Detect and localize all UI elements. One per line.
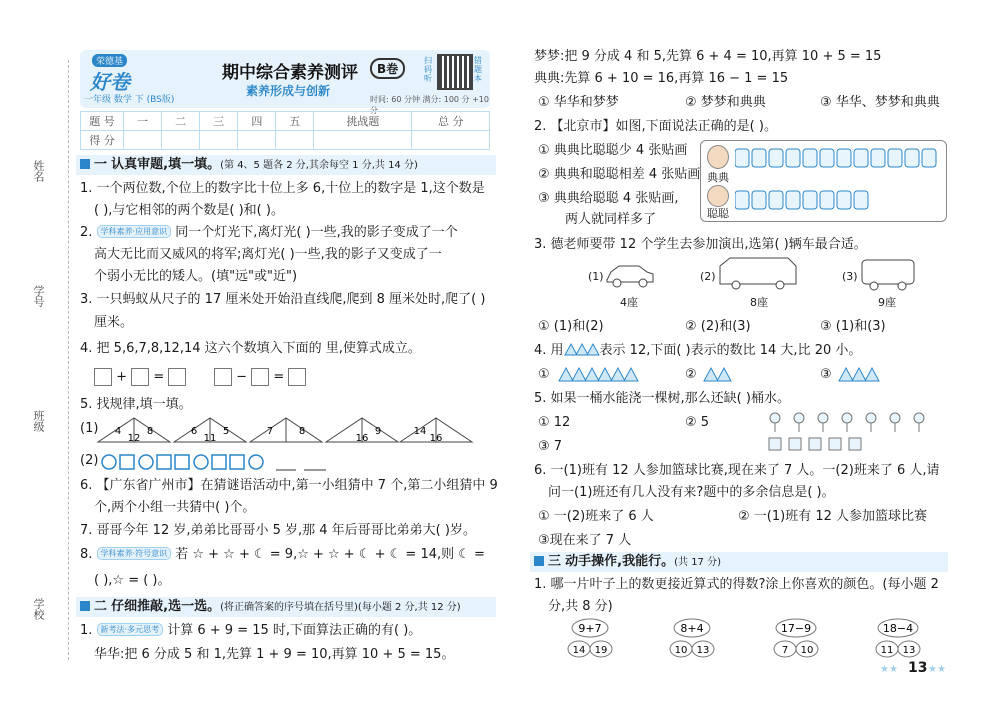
leaf-3-left: 7 [781, 645, 789, 656]
s2-q2-opt-2[interactable]: ② 典典和聪聪相差 4 张贴画 [538, 167, 701, 182]
circle-shape [102, 455, 116, 469]
q7-line: 7. 哥哥今年 12 岁,弟弟比哥哥小 5 岁,那 4 年后哥哥比弟弟大( )岁。 [80, 523, 476, 538]
op-equals: = [273, 369, 285, 385]
leaf-2-right: 13 [696, 645, 710, 656]
score-header-cell: 四 [238, 112, 276, 131]
s2-q2-opt-3b: 两人就同样多了 [565, 212, 657, 227]
answer-box[interactable] [131, 368, 149, 386]
s2-q3-line: 3. 德老师要带 12 个学生去参加演出,选第( )辆车最合适。 [534, 237, 867, 252]
circle-shape [139, 455, 153, 469]
tri-5-c: 16 [429, 433, 443, 444]
q8-tag: 学科素养·符号意识 [97, 547, 172, 560]
tree-icon [770, 413, 780, 432]
section-3-note: (共 17 分) [674, 557, 721, 568]
sticker-icon [735, 149, 749, 167]
answer-box[interactable] [214, 368, 232, 386]
q5-label-2: (2) [80, 453, 99, 468]
tri-1-c: 12 [127, 433, 141, 444]
score-header-cell: 挑战题 [314, 112, 412, 131]
page-number: 13 [908, 660, 928, 676]
sticker-icon [752, 149, 766, 167]
leaf-3-expr: 17−9 [780, 622, 812, 635]
s2-q4-opt-3[interactable]: ③ [820, 367, 832, 382]
leaf-3-right: 10 [800, 645, 814, 656]
s2-q6-opt-1[interactable]: ① 一(2)班来了 6 人 [538, 509, 654, 524]
mountain-icon [564, 342, 600, 356]
mountains-option-3 [838, 366, 882, 382]
s2-q1-tag: 新考法·多元思考 [97, 623, 164, 636]
q4-line: 4. 把 5,6,7,8,12,14 这六个数填入下面的 里,使算式成立。 [80, 341, 421, 356]
bucket-icon [789, 438, 801, 450]
tri-1-a: 4 [114, 426, 122, 437]
bus-icon [860, 258, 916, 292]
q2-tag: 学科素养·应用意识 [97, 225, 172, 238]
score-cell[interactable] [276, 131, 314, 150]
q1-line1: 1. 一个两位数,个位上的数字比十位上多 6,十位上的数字是 1,这个数是 [80, 181, 485, 196]
s2-q5-opt-2[interactable]: ② 5 [685, 415, 710, 430]
section-2-heading: 仔细推敲,选一选。 [111, 599, 221, 614]
sticker-icon [820, 149, 834, 167]
q6-line1: 6. 【广东省广州市】在猜谜语活动中,第一小组猜中 7 个,第二小组猜中 9 [80, 478, 498, 493]
s2-q2-opt-1[interactable]: ① 典典比聪聪少 4 张贴画 [538, 143, 688, 158]
triangle-4 [326, 418, 398, 444]
bucket-icon [849, 438, 861, 450]
tri-1-b: 8 [146, 426, 154, 437]
sticker-icon [854, 191, 868, 209]
q4-equation-1 [94, 368, 186, 386]
s2-q3-opt-3[interactable]: ③ (1)和(3) [820, 319, 886, 334]
sidebar-student-id: 学号 [32, 285, 45, 307]
tri-5-a: 14 [413, 426, 427, 437]
q3-line2: 厘米。 [94, 315, 134, 330]
section-icon [534, 556, 544, 566]
score-cell[interactable] [238, 131, 276, 150]
section-2 [76, 597, 496, 617]
triangle-5 [400, 418, 472, 444]
score-header-cell: 二 [162, 112, 200, 131]
time-info: 时间: 60 分钟 满分: 100 分 +10 分 [370, 95, 489, 115]
section-1-title [80, 155, 418, 176]
leaf-4-left: 11 [880, 645, 894, 656]
sticker-icon [786, 191, 800, 209]
bucket-icon [769, 438, 781, 450]
sticker-icon [820, 191, 834, 209]
square-shape [175, 455, 189, 469]
exam-subtitle: 素养形成与创新 [246, 84, 331, 98]
grade-label: 一年级 数学 下 (BS版) [84, 95, 175, 105]
tree-icon [794, 413, 804, 432]
triangle-1 [98, 418, 170, 444]
car-1-seats: 4座 [620, 296, 638, 309]
s2-q6-line2: 问一(1)班还有几人没有来?题中的多余信息是( )。 [548, 485, 835, 500]
q2-line2: 高大无比而又威风的将军;离灯光( )一些,我的影子又变成了一 [94, 247, 442, 262]
tree-icon [914, 413, 924, 432]
score-header-cell: 总 分 [412, 112, 490, 131]
page-stars-left: ★★ [880, 664, 898, 675]
score-table [80, 111, 490, 150]
section-3-num: 三 [548, 554, 562, 569]
tree-icon [866, 413, 876, 432]
page-stars-right: ★★ [928, 664, 946, 675]
car-3-label: (3) [842, 270, 858, 283]
exam-badge: B卷 [370, 58, 405, 79]
scan-right-label: 错题本 [474, 56, 482, 83]
leaf-group-2[interactable] [668, 618, 716, 660]
leaf-2-left: 10 [674, 645, 688, 656]
s2-q5-opt-3[interactable]: ③ 7 [538, 439, 563, 454]
tri-2-a: 6 [190, 426, 198, 437]
q2-line3: 个弱小无比的矮人。(填"远"或"近") [94, 269, 298, 284]
score-header-cell: 三 [200, 112, 238, 131]
score-header-cell: 题 号 [81, 112, 124, 131]
sticker-icon [854, 149, 868, 167]
meng-method: 梦梦:把 9 分成 4 和 5,先算 6 + 4 = 10,再算 10 + 5 = 15 [534, 49, 882, 64]
s3-q1-line2: 分,共 8 分) [548, 599, 613, 614]
answer-box[interactable] [94, 368, 112, 386]
tri-3-b: 8 [298, 426, 306, 437]
s2-q4-line [534, 342, 861, 360]
tri-2-b: 5 [222, 426, 230, 437]
q4-equation-2 [214, 368, 306, 386]
q5-label-1: (1) [80, 421, 99, 436]
sticker-picture [700, 140, 947, 222]
tree-icon [890, 413, 900, 432]
triangle-3 [250, 418, 322, 442]
header-banner [80, 50, 490, 115]
circle-shape [249, 455, 263, 469]
shape-pattern [100, 452, 330, 472]
s2-q1-opt-2[interactable]: ② 梦梦和典典 [685, 95, 766, 110]
section-icon [80, 601, 90, 611]
leaf-1-left: 14 [572, 645, 586, 656]
sticker-icon [803, 149, 817, 167]
mountains-option-2 [703, 366, 733, 382]
s2-q3-opt-2[interactable]: ② (2)和(3) [685, 319, 751, 334]
cong-name: 聪聪 [707, 207, 729, 220]
sidebar-school: 学校 [32, 598, 45, 620]
section-1-heading: 认真审题,填一填。 [111, 157, 221, 172]
leaf-1-right: 19 [594, 645, 608, 656]
s2-q2-line: 2. 【北京市】如图,下面说法正确的是( )。 [534, 119, 777, 134]
trees-and-buckets [765, 412, 945, 456]
q3-line1: 3. 一只蚂蚁从尺子的 17 厘米处开始沿直线爬,爬到 8 厘米处时,爬了( ) [80, 292, 486, 307]
cong-avatar [707, 185, 729, 207]
s2-q4-opt-2[interactable]: ② [685, 367, 697, 382]
q8-text1: 若 ☆ + ☆ + ☾ = 9,☆ + ☆ + ☾ + ☾ = 14,则 ☾ = [175, 547, 485, 562]
op-minus: − [236, 369, 248, 385]
exam-title: 期中综合素养测评 [222, 63, 358, 83]
sticker-icon [769, 191, 783, 209]
car-icon [605, 262, 655, 288]
sidebar-name: 姓名 [32, 160, 45, 182]
dian-method: 典典:先算 6 + 10 = 16,再算 16 − 1 = 15 [534, 71, 789, 86]
sticker-icon [803, 191, 817, 209]
sticker-rows [735, 147, 943, 217]
leaf-2-expr: 8+4 [680, 622, 704, 635]
score-value-row [81, 131, 490, 150]
sticker-icon [752, 191, 766, 209]
s2-q5-opt-1[interactable]: ① 12 [538, 415, 571, 430]
s2-q4-suffix: 表示 12,下面( )表示的数比 14 大,比 20 小。 [599, 343, 862, 358]
binding-line [68, 60, 69, 660]
sticker-icon [769, 149, 783, 167]
score-cell[interactable] [412, 131, 490, 150]
s2-q6-opt-3[interactable]: ③现在来了 7 人 [538, 533, 632, 548]
sticker-icon [786, 149, 800, 167]
sticker-icon [888, 149, 902, 167]
section-3 [530, 552, 948, 572]
brand-top: 荣德基 [92, 54, 127, 67]
sticker-icon [922, 149, 936, 167]
square-shape [212, 455, 226, 469]
car-2-label: (2) [700, 270, 716, 283]
section-1-num: 一 [94, 157, 108, 172]
answer-box[interactable] [288, 368, 306, 386]
section-3-heading: 动手操作,我能行。 [565, 554, 675, 569]
section-1 [76, 155, 496, 175]
answer-box[interactable] [168, 368, 186, 386]
scan-left-label: 扫码听 [424, 56, 432, 83]
q5-line: 5. 找规律,填一填。 [80, 397, 192, 412]
score-header-cell: 五 [276, 112, 314, 131]
sidebar-class: 班级 [32, 410, 45, 432]
score-cell[interactable] [124, 131, 162, 150]
q1-line2: ( ),与它相邻的两个数是( )和( )。 [94, 203, 284, 218]
brand-logo: 好卷 [90, 70, 130, 94]
square-shape [120, 455, 134, 469]
tri-4-b: 9 [374, 426, 382, 437]
answer-box[interactable] [251, 368, 269, 386]
tri-4-c: 16 [355, 433, 369, 444]
score-cell[interactable] [162, 131, 200, 150]
section-2-title [80, 597, 461, 618]
leaf-1-expr: 9+7 [578, 622, 602, 635]
qr-code-icon[interactable] [437, 54, 473, 90]
leaf-4-right: 13 [902, 645, 916, 656]
car-2-seats: 8座 [750, 296, 768, 309]
sticker-icon [871, 149, 885, 167]
section-2-note: (将正确答案的序号填在括号里)(每小题 2 分,共 12 分) [220, 602, 461, 613]
s2-q6-line1: 6. 一(1)班有 12 人参加篮球比赛,现在来了 7 人。一(2)班来了 6 人,请 [534, 463, 940, 478]
tree-icon [842, 413, 852, 432]
q8-line2: ( ),☆ = ( )。 [94, 573, 171, 588]
tri-2-c: 11 [203, 433, 217, 444]
leaf-group-1[interactable] [566, 618, 614, 660]
q8-line1: 8. 学科素养·符号意识 若 ☆ + ☆ + ☾ = 9,☆ + ☆ + ☾ + ☾ = 14,则 ☾ = [80, 547, 485, 562]
s2-q1-line: 1. 新考法·多元思考 计算 6 + 9 = 15 时,下面算法正确的有( )。 [80, 623, 422, 638]
q2-line1: 2. 学科素养·应用意识 同一个灯光下,离灯光( )一些,我的影子变成了一个 [80, 225, 458, 240]
leaf-group-4[interactable] [872, 618, 924, 660]
s2-q5-line: 5. 如果一桶水能浇一棵树,那么还缺( )桶水。 [534, 391, 790, 406]
s2-q1-opt-3[interactable]: ③ 华华、梦梦和典典 [820, 95, 940, 110]
section-1-note: (第 4、5 题各 2 分,其余每空 1 分,共 14 分) [220, 160, 418, 171]
score-header-cell: 一 [124, 112, 162, 131]
s2-q4-prefix: 4. 用 [534, 343, 564, 358]
triangle-2 [174, 418, 246, 444]
square-shape [157, 455, 171, 469]
section-icon [80, 159, 90, 169]
sticker-icon [905, 149, 919, 167]
van-icon [718, 256, 798, 290]
section-3-title [534, 552, 721, 573]
circle-shape [194, 455, 208, 469]
car-3-seats: 9座 [878, 296, 896, 309]
op-plus: + [116, 369, 128, 385]
score-cell[interactable] [314, 131, 412, 150]
bucket-icon [829, 438, 841, 450]
sticker-icon [837, 191, 851, 209]
sticker-icon [837, 149, 851, 167]
q6-line2: 个,两个小组一共猜中( )个。 [94, 500, 256, 515]
section-2-num: 二 [94, 599, 108, 614]
dian-avatar [707, 145, 729, 169]
s2-q1-hua: 华华:把 6 分成 5 和 1,先算 1 + 9 = 10,再算 10 + 5 = 15。 [94, 647, 455, 662]
s2-q2-opt-3[interactable]: ③ 典典给聪聪 4 张贴画, [538, 191, 679, 206]
car-1-label: (1) [588, 270, 604, 283]
dian-name: 典典 [707, 171, 729, 184]
s2-q6-opt-2[interactable]: ② 一(1)班有 12 人参加篮球比赛 [738, 509, 928, 524]
sticker-icon [735, 191, 749, 209]
tree-icon [818, 413, 828, 432]
s2-q1-text: 计算 6 + 9 = 15 时,下面算法正确的有( )。 [167, 623, 422, 638]
score-cell[interactable] [200, 131, 238, 150]
tri-3-a: 7 [266, 426, 274, 437]
bucket-icon [809, 438, 821, 450]
s3-q1-line1: 1. 哪一片叶子上的数更接近算式的得数?涂上你喜欢的颜色。(每小题 2 [534, 577, 939, 592]
op-equals: = [153, 369, 165, 385]
leaf-4-expr: 18−4 [882, 622, 914, 635]
score-row-label: 得 分 [81, 131, 124, 150]
s2-q3-opt-1[interactable]: ① (1)和(2) [538, 319, 604, 334]
score-header-row [81, 112, 490, 131]
square-shape [230, 455, 244, 469]
mountains-option-1 [558, 366, 640, 382]
q2-text1: 同一个灯光下,离灯光( )一些,我的影子变成了一个 [175, 225, 458, 240]
s2-q1-opt-1[interactable]: ① 华华和梦梦 [538, 95, 619, 110]
leaf-group-3[interactable] [770, 618, 822, 660]
s2-q4-opt-1[interactable]: ① [538, 367, 550, 382]
triangle-pattern [96, 416, 476, 444]
